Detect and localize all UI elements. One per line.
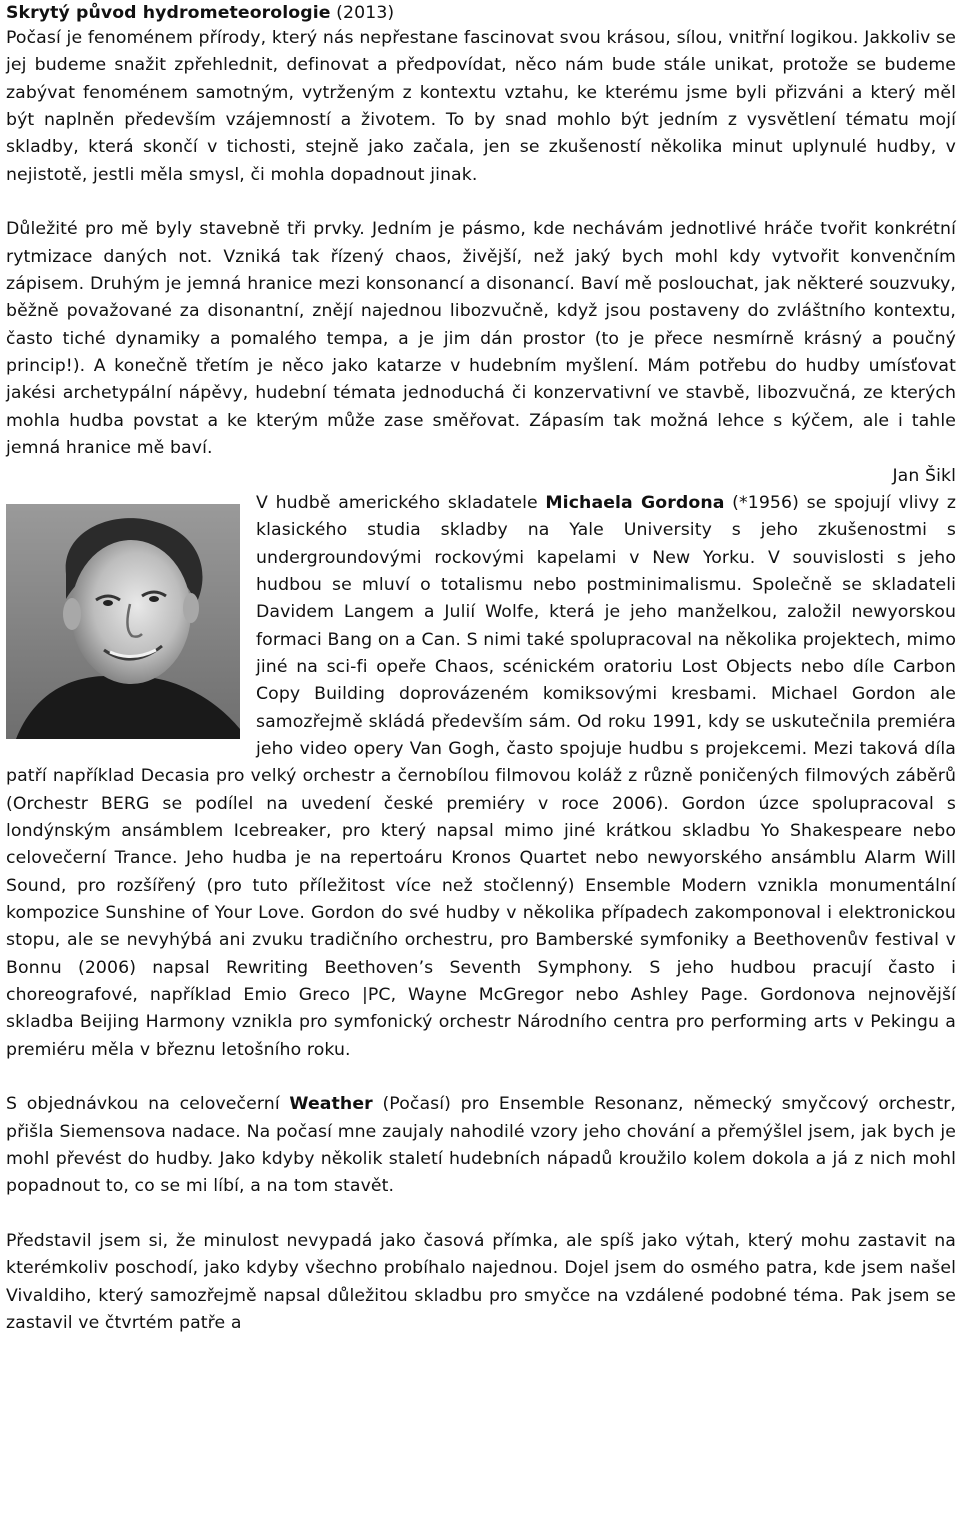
article-body bbox=[6, 1, 956, 1338]
paragraph-gap bbox=[6, 189, 956, 216]
bio-text: (*1956) se spojují vlivy z klasického studia skladby na Yale University s jeho zkušenostmi s undergroundovými rockovými kapelami v New Yorku. V souvislosti s jeho hudbou se mluví o totalismu nebo postminimalismu. Společně se skladateli Davidem Langem a Julií Wolfe, která je jeho manželkou, založil newyorskou formaci Bang on a Can. S nimi také spolupracoval na několika projektech, mimo jiné na sci-fi opeře Chaos, scénickém oratoriu Lost Objects nebo díle Carbon Copy Building doprovázeném komiksovými kresbami. Michael Gordon ale samozřejmě skládá především sám. Od roku 1991, kdy se uskutečnila premiéra jeho video opery Van Gogh, často spojuje hudbu s projekcemi. Mezi taková díla patří například Decasia pro velký orchestr a černobílou filmovou koláž z různě poničených filmových záběrů (Orchestr BERG se podílel na uvedení české premiéry v roce 2006). Gordon úzce spolupracoval s londýnským ansámblem Icebreaker, pro který napsal mimo jiné krátkou skladbu Yo Shakespeare nebo celovečerní Trance. Jeho hudba je na repertoáru Kronos Quartet nebo newyorského ansámblu Alarm Will Sound, pro rozšířený (pro tuto příležitost více než stočlenný) Ensemble Modern vznikla monumentální kompozice Sunshine of Your Love. Gordon do své hudby v několika případech zakomponoval i elektronickou stopu, ale se nevyhýbá ani zvuku tradičního orchestru, pro Bamberské symfoniky a Beethovenův festival v Bonnu (2006) napsal Rewriting Beethoven’s Seventh Symphony. S jeho hudbou pracují často i choreografové, například Emio Greco |PC, Wayne McGregor nebo Ashley Page. Gordonova nejnovější skladba Beijing Harmony vznikla pro symfonický orchestr Národního centra pro performing arts v Pekingu a premiéru měla v březnu letošního roku. bbox=[6, 492, 956, 1060]
paragraph-gap bbox=[6, 1201, 956, 1228]
article-heading bbox=[6, 1, 956, 25]
elements-paragraph: Důležité pro mě byly stavebně tři prvky. Jedním je pásmo, kde nechávám jednotlivé hráče tvořit konkrétní rytmizace daných not. Vzniká tak řízený chaos, živější, než jaký bych mohl kdy vytvořit konvenčním zápisem. Druhým je jemná hranice mezi konsonancí a disonancí. Baví mě poslouchat, jak některé souzvuky, běžně považované za disonantní, znějí najednou libozvučně, když jsou postaveny do zvláštního kontextu, často tiché dynamiky a pomalého tempa, a je jim dán prostor (to je přece nesmírně krásný a poučný princip!). A konečně třetím je něco jako katarze v hudebním myšlení. Mám potřebu do hudby umísťovat jakési archetypální nápěvy, hudební témata jednoduchá či konzervativní ve stavbě, libozvučná, ze kterých mohla hudba povstat a ke kterým může zase směřovat. Zápasím tak možná lehce s kýčem, ale i tahle jemná hranice mě baví. bbox=[6, 219, 956, 459]
signature: Jan Šikl bbox=[892, 465, 956, 486]
weather-title: Weather bbox=[289, 1094, 373, 1115]
bio-lead: V hudbě amerického skladatele bbox=[256, 492, 546, 513]
elevator-paragraph: Představil jsem si, že minulost nevypadá jako časová přímka, ale spíš jako výtah, který mohu zastavit na kterémkoliv poschodí, jako kdyby všechno probíhalo najednou. Dojel jsem do osmého patra, kde jsem našel Vivaldiho, který samozřejmě napsal důležitou skladbu pro smyčce na vzdálené podobné téma. Pak jsem se zastavil ve čtvrtém patře a bbox=[6, 1231, 956, 1334]
article-year: (2013) bbox=[330, 3, 395, 23]
weather-lead: S objednávkou na celovečerní bbox=[6, 1094, 290, 1115]
paragraph-gap bbox=[6, 1064, 956, 1091]
article-title: Skrytý původ hydrometeorologie bbox=[6, 3, 331, 23]
weather-text: (Počasí) pro Ensemble Resonanz, německý smyčcový orchestr, přišla Siemensova nadace. Na počasí mne zaujaly nahodilé vzory jeho chování a přemýšlel jsem, jak bych je mohl převést do hudby. Jako kdyby několik staletí hudebních nápadů kroužilo kolem dokola a já z nich mohl popadnout to, co se mi líbí, a na tom stavět. bbox=[6, 1094, 956, 1197]
composer-photo bbox=[6, 504, 240, 739]
intro-paragraph: Počasí je fenoménem přírody, který nás nepřestane fascinovat svou krásou, sílou, vnitřní logikou. Jakkoliv se jej budeme snažit zpřehlednit, definovat a předpovídat, něco nám bude stále unikat, protože se budeme zabývat fenoménem samotným, vytrženým z kontextu vztahu, ke kterému jsme byli přizváni a který měl být naplněn především vzájemností a životem. To by snad mohlo být jedním z vysvětlení tématu mojí skladby, která skončí v tichosti, stejně jako začala, jen se zkušeností několika minut uplynulé hudby, v nejistotě, jestli měla smysl, či mohla dopadnout jinak. bbox=[6, 28, 956, 185]
composer-name: Michaela Gordona bbox=[545, 492, 725, 513]
weather-paragraph bbox=[6, 1091, 956, 1200]
portrait-image bbox=[6, 504, 240, 739]
